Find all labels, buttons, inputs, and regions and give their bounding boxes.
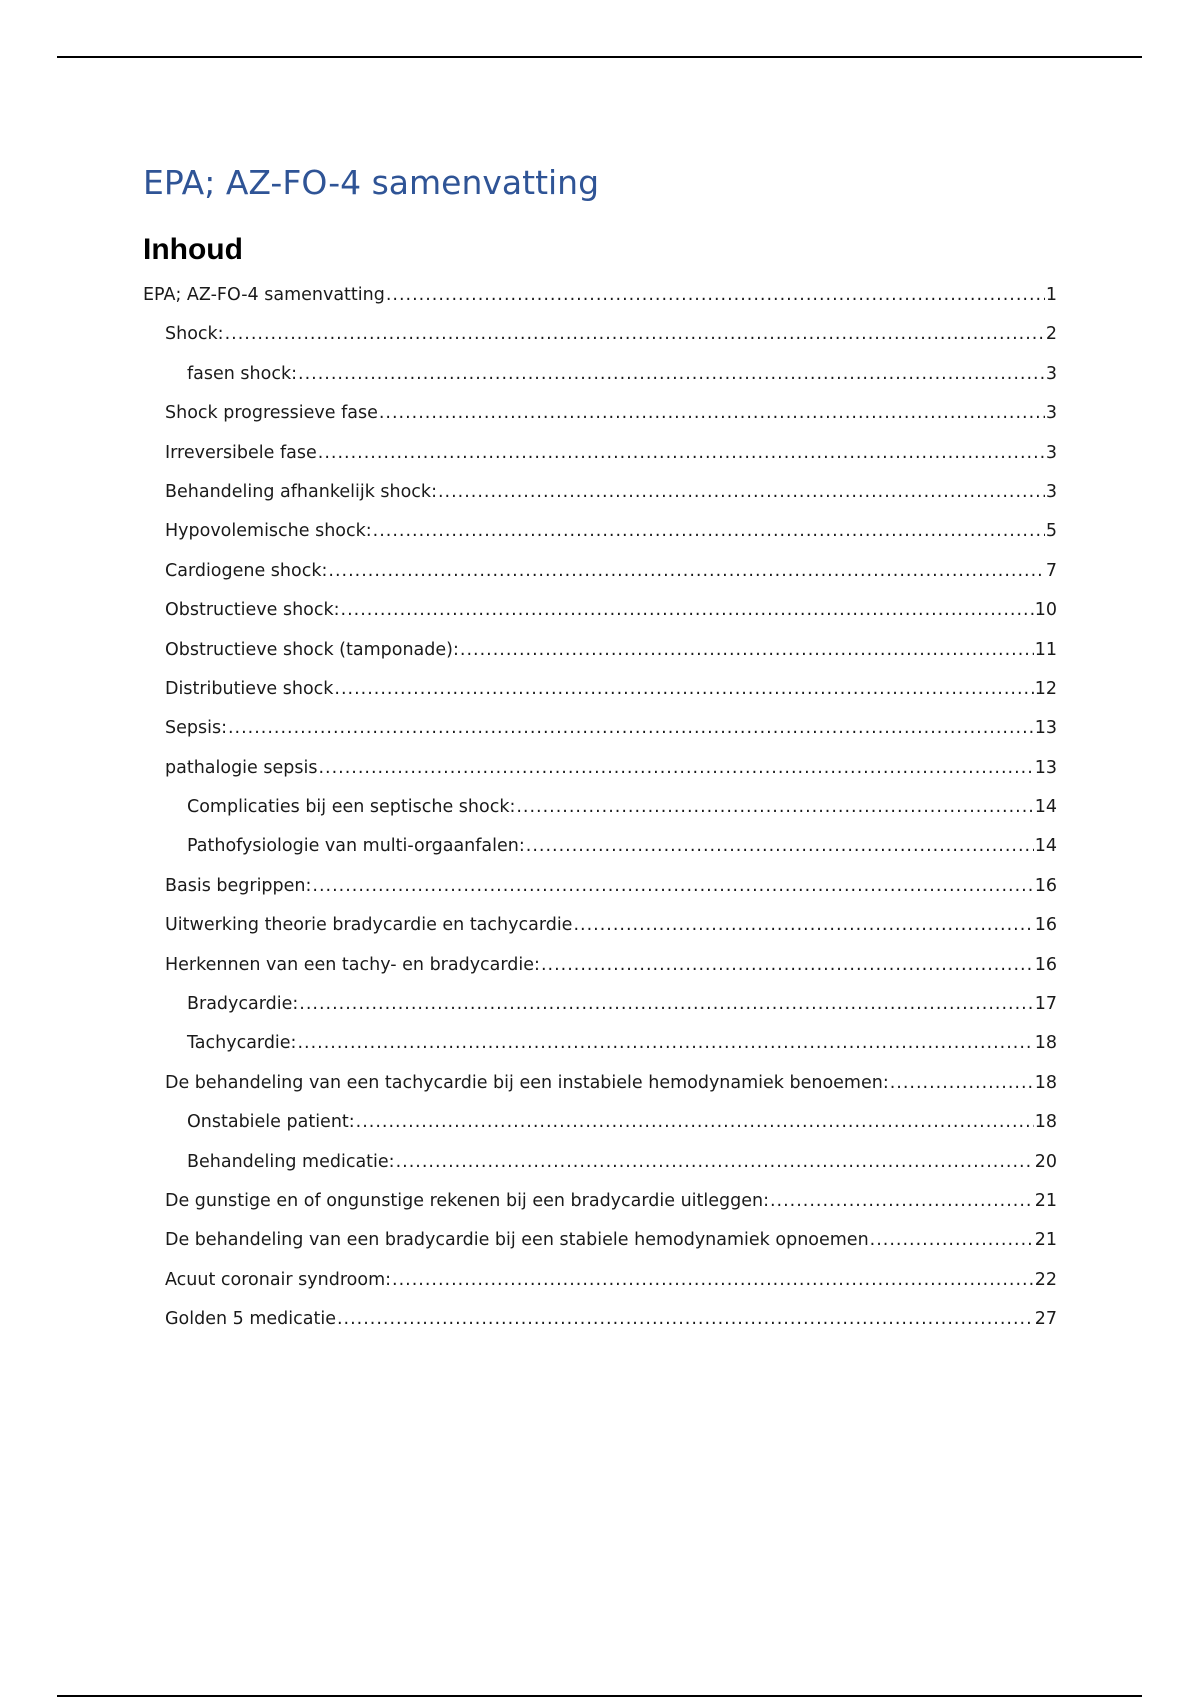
toc-entry-page-number: 21 — [1034, 1230, 1057, 1251]
toc-entry-page-number: 18 — [1034, 1112, 1057, 1133]
toc-entry-page-number: 12 — [1034, 678, 1057, 699]
toc-dot-leader — [312, 871, 1033, 901]
toc-dot-leader — [373, 516, 1045, 546]
toc-entry-page-number: 11 — [1034, 639, 1057, 660]
toc-entry[interactable] — [187, 792, 1057, 831]
toc-entry[interactable] — [165, 516, 1057, 555]
toc-entry[interactable] — [165, 1265, 1057, 1304]
toc-entry-page-number: 5 — [1045, 521, 1057, 542]
toc-entry-label: Distributieve shock — [165, 678, 334, 699]
toc-entry[interactable] — [165, 319, 1057, 358]
toc-entry-page-number: 14 — [1034, 836, 1057, 857]
toc-dot-leader — [228, 713, 1034, 743]
toc-entry-label: Uitwerking theorie bradycardie en tachycardie — [165, 915, 573, 936]
toc-entry[interactable] — [165, 1186, 1057, 1225]
toc-entry-label: Hypovolemische shock: — [165, 521, 372, 542]
toc-dot-leader — [870, 1225, 1034, 1255]
toc-entry-label: Pathofysiologie van multi-orgaanfalen: — [187, 836, 525, 857]
toc-entry[interactable] — [165, 713, 1057, 752]
toc-entry[interactable] — [165, 398, 1057, 437]
toc-entry-label: Complicaties bij een septische shock: — [187, 797, 516, 818]
toc-dot-leader — [341, 595, 1034, 625]
toc-dot-leader — [297, 1028, 1033, 1058]
header-rule — [57, 56, 1142, 58]
toc-entry-page-number: 27 — [1034, 1309, 1057, 1330]
toc-entry-page-number: 3 — [1045, 481, 1057, 502]
toc-entry-label: Behandeling afhankelijk shock: — [165, 481, 437, 502]
toc-dot-leader — [337, 1304, 1034, 1334]
toc-entry-label: Herkennen van een tachy- en bradycardie: — [165, 954, 540, 975]
toc-dot-leader — [318, 753, 1033, 783]
toc-entry-label: De behandeling van een bradycardie bij een stabiele hemodynamiek opnoemen — [165, 1230, 869, 1251]
toc-entry-label: Tachycardie: — [187, 1033, 297, 1054]
toc-entry-label: fasen shock: — [187, 363, 297, 384]
toc-entry[interactable] — [165, 595, 1057, 634]
toc-entry-page-number: 1 — [1045, 285, 1057, 305]
toc-dot-leader — [770, 1186, 1034, 1216]
toc-entry[interactable] — [165, 871, 1057, 910]
toc-entry[interactable] — [165, 910, 1057, 949]
toc-entry-label: Bradycardie: — [187, 994, 299, 1015]
toc-dot-leader — [438, 477, 1045, 507]
toc-dot-leader — [396, 1147, 1034, 1177]
toc-entry-page-number: 10 — [1034, 600, 1057, 621]
toc-dot-leader — [298, 359, 1045, 389]
toc-entry-label: Behandeling medicatie: — [187, 1151, 395, 1172]
toc-dot-leader — [573, 910, 1033, 940]
toc-entry[interactable] — [165, 635, 1057, 674]
toc-dot-leader — [541, 950, 1034, 980]
document-title: EPA; AZ-FO-4 samenvatting — [143, 163, 600, 202]
toc-entry-label: Shock progressieve fase — [165, 403, 378, 424]
footer-rule — [57, 1695, 1142, 1697]
toc-entry-label: Obstructieve shock: — [165, 600, 340, 621]
toc-entry[interactable] — [165, 753, 1057, 792]
toc-entry-label: De behandeling van een tachycardie bij een instabiele hemodynamiek benoemen: — [165, 1072, 889, 1093]
toc-entry[interactable] — [165, 1225, 1057, 1264]
toc-entry-label: Sepsis: — [165, 718, 227, 739]
toc-entry-page-number: 22 — [1034, 1269, 1057, 1290]
toc-entry[interactable] — [187, 1107, 1057, 1146]
toc-dot-leader — [526, 831, 1034, 861]
toc-entry-page-number: 16 — [1034, 954, 1057, 975]
toc-entry-page-number: 21 — [1034, 1190, 1057, 1211]
toc-dot-leader — [299, 989, 1033, 1019]
toc-entry-label: Golden 5 medicatie — [165, 1309, 336, 1330]
toc-dot-leader — [392, 1265, 1034, 1295]
toc-entry[interactable] — [165, 438, 1057, 477]
toc-dot-leader — [334, 674, 1033, 704]
toc-entry-page-number: 13 — [1034, 757, 1057, 778]
toc-entry-page-number: 16 — [1034, 875, 1057, 896]
toc-entry-label: Basis begrippen: — [165, 875, 312, 896]
toc-entry-page-number: 13 — [1034, 718, 1057, 739]
toc-entry[interactable] — [165, 477, 1057, 516]
toc-dot-leader — [516, 792, 1033, 822]
toc-dot-leader — [460, 635, 1034, 665]
toc-entry[interactable] — [165, 1068, 1057, 1107]
toc-entry-label: De gunstige en of ongunstige rekenen bij een bradycardie uitleggen: — [165, 1190, 769, 1211]
toc-heading: Inhoud — [143, 233, 243, 266]
toc-entry[interactable] — [187, 989, 1057, 1028]
toc-entry[interactable] — [165, 1304, 1057, 1343]
toc-entry-label: Onstabiele patient: — [187, 1112, 355, 1133]
toc-entry-page-number: 14 — [1034, 797, 1057, 818]
toc-entry[interactable] — [187, 831, 1057, 870]
toc-entry-label: EPA; AZ-FO-4 samenvatting — [143, 285, 385, 305]
toc-entry-page-number: 3 — [1045, 442, 1057, 463]
toc-dot-leader — [356, 1107, 1034, 1137]
toc-entry[interactable] — [187, 1028, 1057, 1067]
toc-dot-leader — [386, 280, 1045, 310]
toc-entry[interactable] — [165, 950, 1057, 989]
toc-entry-page-number: 16 — [1034, 915, 1057, 936]
toc-entry-label: pathalogie sepsis — [165, 757, 318, 778]
toc-entry-label: Acuut coronair syndroom: — [165, 1269, 392, 1290]
toc-entry-page-number: 2 — [1045, 324, 1057, 345]
toc-dot-leader — [379, 398, 1045, 428]
table-of-contents — [0, 280, 1200, 1344]
toc-entry-page-number: 3 — [1045, 403, 1057, 424]
toc-dot-leader — [318, 438, 1045, 468]
toc-entry[interactable] — [165, 556, 1057, 595]
toc-entry-label: Obstructieve shock (tamponade): — [165, 639, 459, 660]
toc-entry[interactable] — [187, 359, 1057, 398]
toc-entry[interactable] — [165, 674, 1057, 713]
toc-entry-page-number: 18 — [1034, 1033, 1057, 1054]
toc-entry-page-number: 20 — [1034, 1151, 1057, 1172]
toc-dot-leader — [225, 319, 1045, 349]
toc-entry-label: Cardiogene shock: — [165, 560, 328, 581]
toc-entry-page-number: 17 — [1034, 994, 1057, 1015]
toc-entry-page-number: 3 — [1045, 363, 1057, 384]
toc-entry-label: Irreversibele fase — [165, 442, 317, 463]
toc-dot-leader — [890, 1068, 1034, 1098]
toc-entry-label: Shock: — [165, 324, 224, 345]
toc-entry-page-number: 18 — [1034, 1072, 1057, 1093]
toc-dot-leader — [328, 556, 1044, 586]
toc-entry[interactable] — [143, 280, 1057, 319]
toc-entry[interactable] — [187, 1147, 1057, 1186]
toc-entry-page-number: 7 — [1045, 560, 1057, 581]
